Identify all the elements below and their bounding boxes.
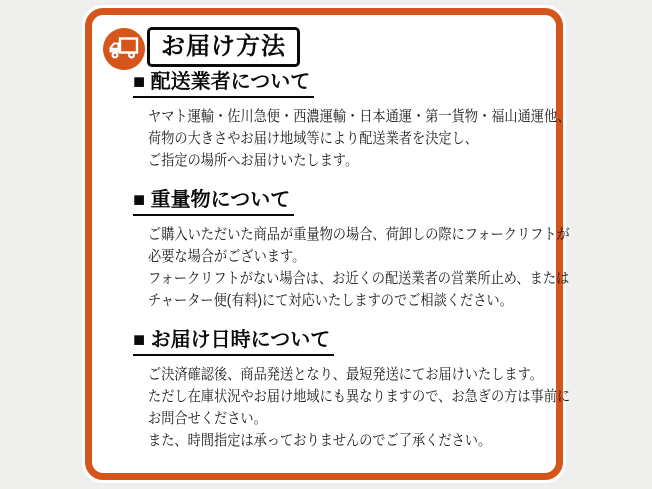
text-line: ご指定の場所へお届けいたします。 [148,152,359,169]
section-heavy-items [133,184,570,312]
text-line: ヤマト運輸・佐川急便・西濃運輸・日本通運・第一貨物・福山通運他、 [148,108,571,125]
section-body [148,224,570,312]
text-line: 荷物の大きさやお届け地域等により配送業者を決定し、 [148,130,479,147]
text-line: チャーター便(有料)にて対応いたしますのでご相談ください。 [148,292,513,309]
section-heading: ■ 配送業者について [133,70,314,98]
section-heading: ■ 重量物について [133,188,294,216]
section-body [148,364,571,452]
section-delivery-schedule [133,324,571,452]
text-line: 必要な場合がございます。 [148,248,306,265]
text-line: ご購入いただいた商品が重量物の場合、荷卸しの際にフォークリフトが [148,226,570,243]
section-shipping-carriers [133,66,571,172]
text-line: ただし在庫状況やお届け地域にも異なりますので、お急ぎの方は事前に [148,388,571,405]
truck-icon [102,27,146,71]
panel-content [133,66,571,464]
text-line: また、時間指定は承っておりませんのでご了承ください。 [148,432,492,449]
section-heading: ■ お届け日時について [133,328,334,356]
panel-title: お届け方法 [147,27,300,67]
section-body [148,106,571,172]
text-line: フォークリフトがない場合は、お近くの配送業者の営業所止め、または [148,270,570,287]
text-line: ご決済確認後、商品発送となり、最短発送にてお届けいたします。 [148,366,543,383]
text-line: お問合せください。 [148,410,267,427]
